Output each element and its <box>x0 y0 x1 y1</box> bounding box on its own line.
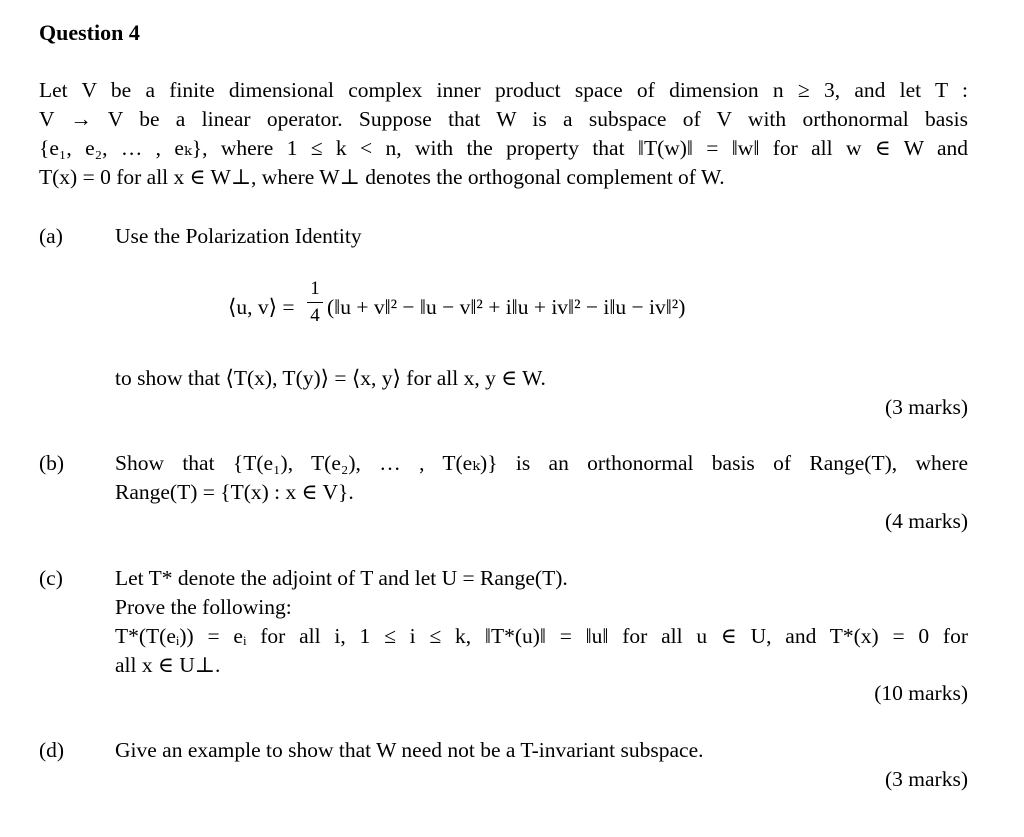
part-b-label: (b) <box>39 451 65 475</box>
part-d-label: (d) <box>39 738 65 762</box>
formula-fraction <box>307 276 323 329</box>
part-c-line-3: T*(T(eᵢ)) = eᵢ for all i, 1 ≤ i ≤ k, ‖T*(u)‖ = ‖u‖ for all u ∈ U, and T*(x) = 0 for <box>115 624 968 648</box>
formula-lhs: ⟨u, v⟩ = <box>228 295 295 319</box>
part-a-marks: (3 marks) <box>885 395 968 419</box>
part-c-marks: (10 marks) <box>874 681 968 705</box>
formula-rhs: (‖u + v‖² − ‖u − v‖² + i‖u + iv‖² − i‖u − iv‖²) <box>327 295 686 319</box>
part-c-line-4: all x ∈ U⊥. <box>115 653 221 677</box>
part-c-label: (c) <box>39 566 63 590</box>
part-b-line-1: Show that {T(e₁), T(e₂), … , T(eₖ)} is an orthonormal basis of Range(T), where <box>115 451 968 475</box>
intro-line-2: V → V be a linear operator. Suppose that W is a subspace of V with orthonormal basis <box>39 107 968 131</box>
intro-line-3: {e₁, e₂, … , eₖ}, where 1 ≤ k < n, with the property that ‖T(w)‖ = ‖w‖ for all w ∈ W and <box>39 136 968 160</box>
question-title: Question 4 <box>39 20 140 45</box>
part-a-line-2: to show that ⟨T(x), T(y)⟩ = ⟨x, y⟩ for all x, y ∈ W. <box>115 366 546 390</box>
part-c-line-2: Prove the following: <box>115 595 292 619</box>
intro-line-4: T(x) = 0 for all x ∈ W⊥, where W⊥ denotes the orthogonal complement of W. <box>39 165 725 189</box>
part-d-line-1: Give an example to show that W need not be a T-invariant subspace. <box>115 738 704 762</box>
part-d-marks: (3 marks) <box>885 767 968 791</box>
part-b-line-2: Range(T) = {T(x) : x ∈ V}. <box>115 480 354 504</box>
intro-line-1: Let V be a finite dimensional complex inner product space of dimension n ≥ 3, and let T : <box>39 78 968 102</box>
part-b-marks: (4 marks) <box>885 509 968 533</box>
fraction-denominator: 4 <box>310 305 320 326</box>
fraction-numerator: 1 <box>310 278 320 299</box>
part-a-label: (a) <box>39 224 63 248</box>
part-c-line-1: Let T* denote the adjoint of T and let U = Range(T). <box>115 566 568 590</box>
part-a-line-1: Use the Polarization Identity <box>115 224 362 248</box>
